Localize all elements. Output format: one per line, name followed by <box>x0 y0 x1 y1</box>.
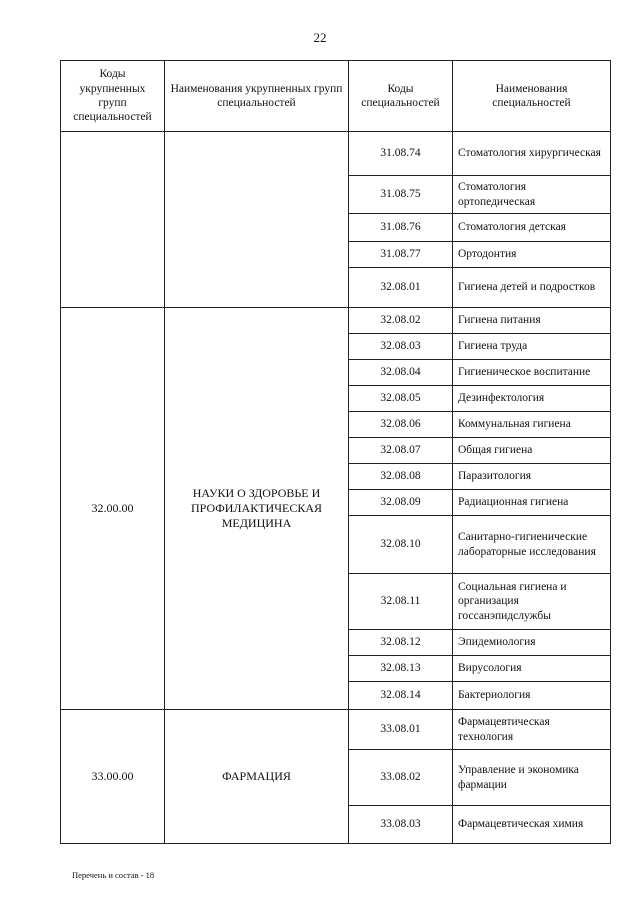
group-name-cell-empty <box>165 132 349 308</box>
spec-name: Стоматология ортопедическая <box>453 176 611 214</box>
header-group-codes: Коды укрупненных групп специальностей <box>61 61 165 132</box>
spec-code: 32.08.11 <box>349 574 453 630</box>
spec-code: 31.08.75 <box>349 176 453 214</box>
spec-code: 33.08.03 <box>349 806 453 844</box>
table-row <box>61 710 611 750</box>
spec-code: 32.08.12 <box>349 630 453 656</box>
spec-code: 32.08.07 <box>349 438 453 464</box>
spec-name: Радиационная гигиена <box>453 490 611 516</box>
spec-name: Фармацевтическая химия <box>453 806 611 844</box>
spec-code: 32.08.14 <box>349 682 453 710</box>
spec-code: 32.08.02 <box>349 308 453 334</box>
spec-code: 32.08.08 <box>349 464 453 490</box>
spec-name: Гигиеническое воспитание <box>453 360 611 386</box>
group-name: НАУКИ О ЗДОРОВЬЕ И ПРОФИЛАКТИЧЕСКАЯ МЕДИЦИНА <box>165 308 349 710</box>
spec-name: Фармацевтическая технология <box>453 710 611 750</box>
page-number: 22 <box>313 30 327 45</box>
spec-code: 31.08.76 <box>349 214 453 242</box>
group-code: 32.00.00 <box>61 308 165 710</box>
group-name: ФАРМАЦИЯ <box>165 710 349 844</box>
spec-code: 32.08.10 <box>349 516 453 574</box>
spec-name: Гигиена труда <box>453 334 611 360</box>
spec-name: Дезинфектология <box>453 386 611 412</box>
spec-code: 33.08.02 <box>349 750 453 806</box>
table-row <box>61 132 611 176</box>
spec-code: 32.08.01 <box>349 268 453 308</box>
spec-name: Гигиена питания <box>453 308 611 334</box>
spec-name: Социальная гигиена и организация госсанэпидслужбы <box>453 574 611 630</box>
spec-code: 32.08.03 <box>349 334 453 360</box>
table-row <box>61 308 611 334</box>
spec-name: Стоматология детская <box>453 214 611 242</box>
spec-name: Стоматология хирургическая <box>453 132 611 176</box>
spec-name: Управление и экономика фармации <box>453 750 611 806</box>
header-spec-names: Наименования специальностей <box>453 61 611 132</box>
spec-name: Бактериология <box>453 682 611 710</box>
spec-code: 31.08.74 <box>349 132 453 176</box>
spec-name: Гигиена детей и подростков <box>453 268 611 308</box>
spec-code: 32.08.13 <box>349 656 453 682</box>
spec-name: Коммунальная гигиена <box>453 412 611 438</box>
specialties-table <box>60 60 611 844</box>
spec-code: 32.08.04 <box>349 360 453 386</box>
spec-code: 33.08.01 <box>349 710 453 750</box>
spec-name: Вирусология <box>453 656 611 682</box>
spec-code: 31.08.77 <box>349 242 453 268</box>
spec-name: Ортодонтия <box>453 242 611 268</box>
spec-code: 32.08.05 <box>349 386 453 412</box>
spec-name: Общая гигиена <box>453 438 611 464</box>
group-code-cell-empty <box>61 132 165 308</box>
spec-name: Паразитология <box>453 464 611 490</box>
spec-name: Эпидемиология <box>453 630 611 656</box>
footer-note: Перечень и состав - 18 <box>72 870 155 880</box>
spec-name: Санитарно-гигиенические лабораторные исследования <box>453 516 611 574</box>
group-code: 33.00.00 <box>61 710 165 844</box>
table-header <box>61 61 611 132</box>
spec-code: 32.08.06 <box>349 412 453 438</box>
header-spec-codes: Коды специальностей <box>349 61 453 132</box>
table-body <box>61 132 611 844</box>
spec-code: 32.08.09 <box>349 490 453 516</box>
header-group-names: Наименования укрупненных групп специальностей <box>165 61 349 132</box>
